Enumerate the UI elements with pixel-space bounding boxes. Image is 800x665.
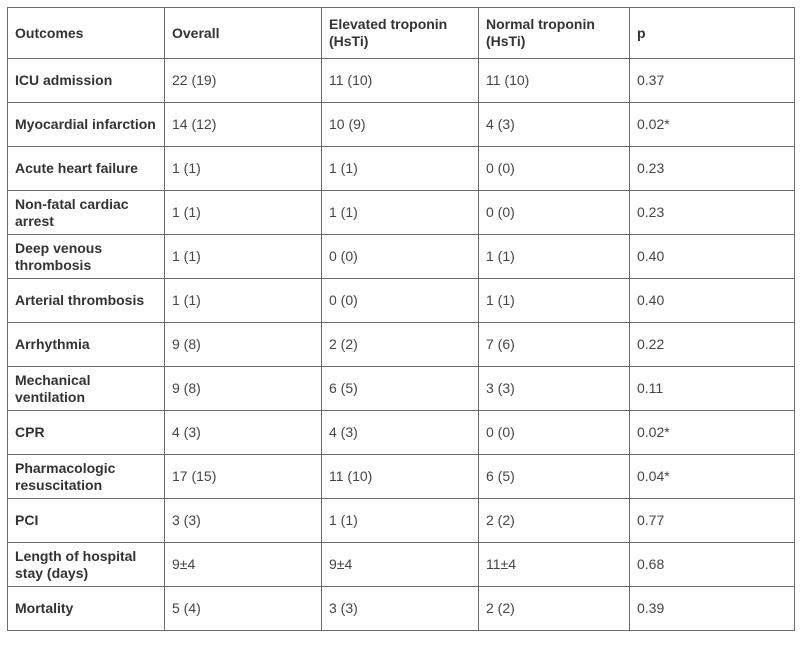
overall-cell: 5 (4) [165, 587, 322, 631]
elevated-cell: 1 (1) [322, 147, 479, 191]
header-row [8, 8, 795, 59]
normal-cell: 2 (2) [479, 499, 630, 543]
p-value-cell: 0.68 [630, 543, 795, 587]
outcome-label: Arrhythmia [8, 323, 165, 367]
normal-cell: 11 (10) [479, 59, 630, 103]
elevated-cell: 1 (1) [322, 499, 479, 543]
table-row [8, 279, 795, 323]
table-row [8, 235, 795, 279]
overall-cell: 9±4 [165, 543, 322, 587]
overall-cell: 14 (12) [165, 103, 322, 147]
elevated-cell: 3 (3) [322, 587, 479, 631]
overall-cell: 1 (1) [165, 279, 322, 323]
elevated-cell: 6 (5) [322, 367, 479, 411]
elevated-cell: 1 (1) [322, 191, 479, 235]
normal-cell: 1 (1) [479, 235, 630, 279]
outcome-label: ICU admission [8, 59, 165, 103]
normal-cell: 0 (0) [479, 147, 630, 191]
elevated-cell: 0 (0) [322, 235, 479, 279]
p-value-cell: 0.37 [630, 59, 795, 103]
normal-cell: 4 (3) [479, 103, 630, 147]
normal-cell: 3 (3) [479, 367, 630, 411]
elevated-cell: 0 (0) [322, 279, 479, 323]
p-value-cell: 0.23 [630, 147, 795, 191]
table-row [8, 411, 795, 455]
p-value-cell: 0.40 [630, 235, 795, 279]
p-value-cell: 0.22 [630, 323, 795, 367]
outcome-label: Mechanical ventilation [8, 367, 165, 411]
p-value-cell: 0.40 [630, 279, 795, 323]
overall-cell: 1 (1) [165, 147, 322, 191]
table-row [8, 543, 795, 587]
outcome-label: Length of hospital stay (days) [8, 543, 165, 587]
p-value-cell: 0.04* [630, 455, 795, 499]
outcome-label: Deep venous thrombosis [8, 235, 165, 279]
overall-cell: 1 (1) [165, 235, 322, 279]
normal-cell: 1 (1) [479, 279, 630, 323]
overall-cell: 3 (3) [165, 499, 322, 543]
overall-cell: 17 (15) [165, 455, 322, 499]
p-value-cell: 0.02* [630, 411, 795, 455]
p-value-cell: 0.11 [630, 367, 795, 411]
normal-cell: 0 (0) [479, 191, 630, 235]
outcome-label: Mortality [8, 587, 165, 631]
overall-cell: 9 (8) [165, 367, 322, 411]
elevated-cell: 11 (10) [322, 455, 479, 499]
outcome-label: Pharmacologic resuscitation [8, 455, 165, 499]
outcome-label: Acute heart failure [8, 147, 165, 191]
table-row [8, 499, 795, 543]
table-row [8, 191, 795, 235]
header-overall: Overall [165, 8, 322, 59]
p-value-cell: 0.77 [630, 499, 795, 543]
outcomes-table-container [7, 7, 795, 631]
normal-cell: 11±4 [479, 543, 630, 587]
elevated-cell: 10 (9) [322, 103, 479, 147]
overall-cell: 9 (8) [165, 323, 322, 367]
p-value-cell: 0.39 [630, 587, 795, 631]
normal-cell: 6 (5) [479, 455, 630, 499]
elevated-cell: 4 (3) [322, 411, 479, 455]
overall-cell: 4 (3) [165, 411, 322, 455]
elevated-cell: 9±4 [322, 543, 479, 587]
p-value-cell: 0.02* [630, 103, 795, 147]
normal-cell: 2 (2) [479, 587, 630, 631]
table-row [8, 323, 795, 367]
table-row [8, 455, 795, 499]
elevated-cell: 11 (10) [322, 59, 479, 103]
normal-cell: 7 (6) [479, 323, 630, 367]
table-row [8, 59, 795, 103]
overall-cell: 1 (1) [165, 191, 322, 235]
outcome-label: Non-fatal cardiac arrest [8, 191, 165, 235]
outcome-label: Arterial thrombosis [8, 279, 165, 323]
elevated-cell: 2 (2) [322, 323, 479, 367]
header-outcomes: Outcomes [8, 8, 165, 59]
outcome-label: CPR [8, 411, 165, 455]
p-value-cell: 0.23 [630, 191, 795, 235]
table-row [8, 103, 795, 147]
table-row [8, 147, 795, 191]
outcome-label: Myocardial infarction [8, 103, 165, 147]
outcomes-table [7, 7, 795, 631]
table-row [8, 587, 795, 631]
normal-cell: 0 (0) [479, 411, 630, 455]
table-row [8, 367, 795, 411]
header-p-value: p [630, 8, 795, 59]
header-elevated-troponin: Elevated troponin (HsTi) [322, 8, 479, 59]
outcome-label: PCI [8, 499, 165, 543]
overall-cell: 22 (19) [165, 59, 322, 103]
header-normal-troponin: Normal troponin (HsTi) [479, 8, 630, 59]
